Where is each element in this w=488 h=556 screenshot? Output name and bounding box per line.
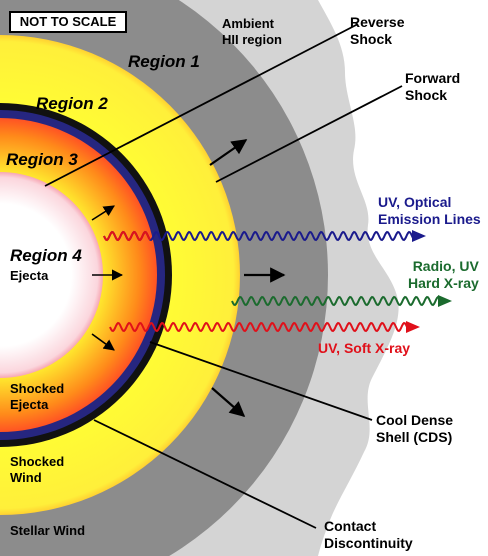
not-to-scale-label: NOT TO SCALE — [9, 11, 127, 33]
radio-uv-line1: Radio, UV — [412, 258, 479, 274]
reverse-shock-line1: Reverse — [350, 14, 405, 30]
shocked-wind-line1: Shocked — [10, 454, 65, 469]
region-4-label: Region 4 — [10, 246, 82, 265]
region-3-label: Region 3 — [6, 150, 78, 169]
radio-uv-wave-arrowhead — [438, 295, 452, 307]
forward-shock-line2: Shock — [405, 87, 448, 103]
shocked-ejecta-label — [10, 381, 64, 413]
uv-optical-label — [378, 194, 481, 228]
reverse-shock-label — [350, 14, 405, 48]
ambient-label-line1: Ambient — [222, 16, 274, 31]
shocked-wind-line2: Wind — [10, 470, 42, 485]
cds-line2: Shell (CDS) — [376, 429, 453, 445]
uv-soft-xray-wave-arrowhead — [406, 321, 420, 333]
shocked-ejecta-line2: Ejecta — [10, 397, 49, 412]
shocked-ejecta-line1: Shocked — [10, 381, 65, 396]
contact-line2: Discontinuity — [324, 535, 413, 551]
uv-optical-line2: Emission Lines — [378, 211, 481, 227]
forward-shock-label — [405, 70, 460, 104]
radio-uv-label — [408, 258, 479, 292]
contact-discontinuity-label — [324, 518, 413, 552]
ejecta-label: Ejecta — [10, 268, 49, 283]
forward-shock-line1: Forward — [405, 70, 461, 86]
region-2-label: Region 2 — [36, 94, 108, 113]
radio-uv-line2: Hard X-ray — [408, 275, 479, 291]
ambient-label-line2: HII region — [222, 32, 282, 47]
stellar-wind-label: Stellar Wind — [10, 523, 86, 538]
cds-label — [376, 412, 453, 446]
ambient-hii-label — [222, 16, 282, 48]
reverse-shock-line2: Shock — [350, 31, 393, 47]
contact-line1: Contact — [324, 518, 377, 534]
uv-soft-xray-label: UV, Soft X-ray — [318, 340, 411, 356]
uv-optical-line1: UV, Optical — [378, 194, 452, 210]
uv-optical-wave-arrowhead — [412, 230, 426, 242]
cds-line1: Cool Dense — [376, 412, 454, 428]
region-1-label: Region 1 — [128, 52, 200, 71]
shocked-wind-label — [10, 454, 64, 486]
